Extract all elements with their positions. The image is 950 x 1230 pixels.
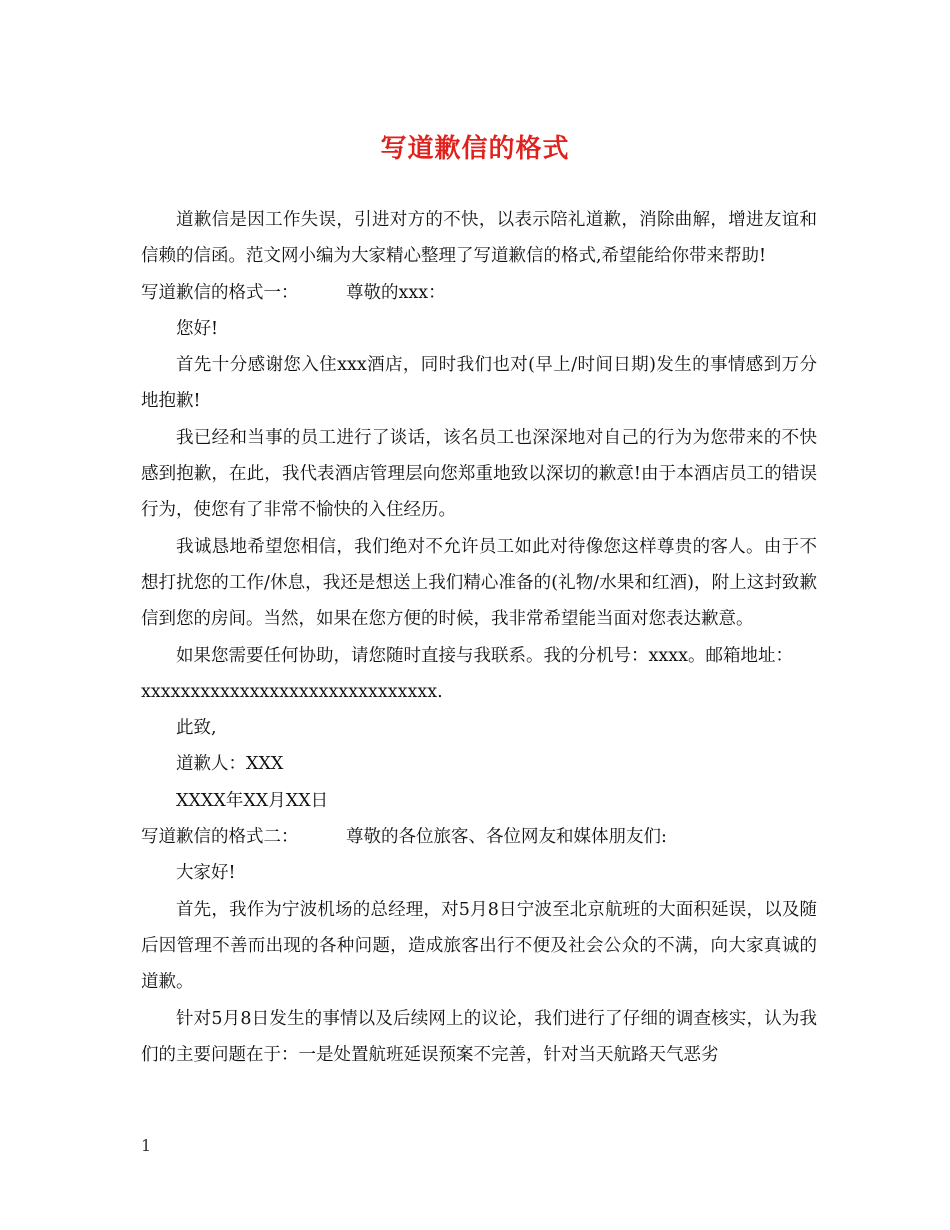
format1-greeting: 您好! (176, 318, 219, 339)
format1-signer: 道歉人：XXX (176, 754, 284, 775)
intro-paragraph: 道歉信是因工作失误，引进对方的不快，以表示陪礼道歉，消除曲解，增进友谊和信赖的信函。范文网小编为大家精心整理了写道歉信的格式,希望能给你带来帮助! (141, 210, 817, 267)
format1-paragraph: 我已经和当事的员工进行了谈话，该名员工也深深地对自己的行为为您带来的不快感到抱歉，在此，我代表酒店管理层向您郑重地致以深切的歉意!由于本酒店员工的错误行为，使您有了非常不愉快的入住经历。 (141, 427, 817, 521)
format1-paragraph: 如果您需要任何协助，请您随时直接与我联系。我的分机号：xxxx。邮箱地址： (176, 645, 793, 666)
format2-heading (141, 819, 817, 855)
format1-salutation: 尊敬的xxx： (346, 282, 446, 303)
format2-paragraph: 针对5月8日发生的事情以及后续网上的议论，我们进行了仔细的调查核实，认为我们的主要问题在于：一是处置航班延误预案不完善，针对当天航路天气恶劣 (141, 1008, 817, 1065)
format1-label: 写道歉信的格式一： (141, 282, 299, 303)
format1-date: XXXX年XX月XX日 (176, 790, 329, 811)
page-number: 1 (141, 1136, 152, 1155)
format1-closing: 此致, (176, 718, 217, 739)
format1-email: xxxxxxxxxxxxxxxxxxxxxxxxxxxxxx. (141, 681, 443, 702)
format1-paragraph: 我诚恳地希望您相信，我们绝对不允许员工如此对待像您这样尊贵的客人。由于不想打扰您的工作/休息，我还是想送上我们精心准备的(礼物/水果和红酒)，附上这封致歉信到您的房间。当然，如果在您方便的时候，我非常希望能当面对您表达歉意。 (141, 536, 817, 630)
format1-paragraph: 首先十分感谢您入住xxx酒店，同时我们也对(早上/时间日期)发生的事情感到万分地抱歉! (141, 355, 817, 412)
format2-paragraph: 首先，我作为宁波机场的总经理，对5月8日宁波至北京航班的大面积延误，以及随后因管理不善而出现的各种问题，造成旅客出行不便及社会公众的不满，向大家真诚的道歉。 (141, 899, 817, 993)
format2-salutation: 尊敬的各位旅客、各位网友和媒体朋友们: (346, 827, 667, 848)
document-body (141, 202, 817, 1073)
format1-heading (141, 275, 817, 311)
format2-greeting: 大家好! (176, 863, 236, 884)
document-title: 写道歉信的格式 (380, 134, 570, 164)
format2-label: 写道歉信的格式二： (141, 827, 299, 848)
